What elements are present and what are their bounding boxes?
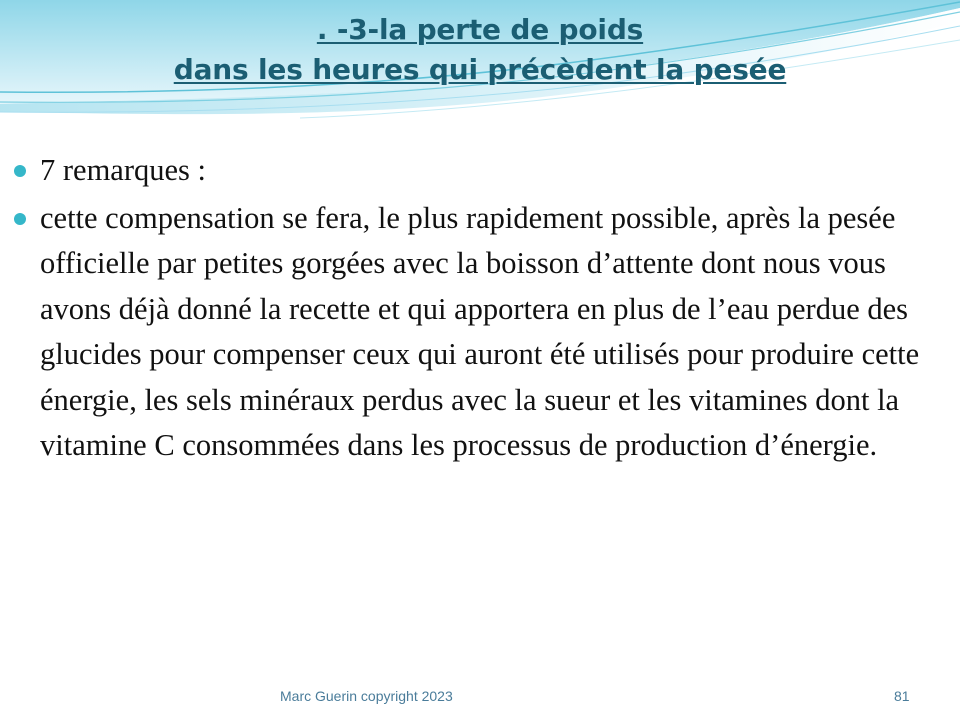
bullet-dot-icon (14, 213, 26, 225)
footer-copyright: Marc Guerin copyright 2023 (280, 688, 453, 704)
title-line-1: . -3-la perte de poids (316, 13, 644, 46)
bullet-list (14, 148, 944, 471)
bullet-dot-icon (14, 165, 26, 177)
bullet-item-remarks (14, 148, 944, 194)
bullet-text: cette compensation se fera, le plus rapidement possible, après la pesée officielle par petites gorgées avec la boisson d’attente dont nous vous avons déjà donné la recette et qui apportera en plus de l’eau perdue des glucides pour compenser ceux qui auront été utilisés pour produire cette énergie, les sels minéraux perdus avec la sueur et les vitamines dont la vitamine C consommées dans les processus de production d’énergie. (40, 200, 920, 462)
page-number: 81 (894, 688, 910, 704)
bullet-item-compensation (14, 196, 944, 469)
title-line-2: dans les heures qui précèdent la pesée (173, 53, 787, 86)
slide-title (40, 10, 920, 90)
bullet-text: 7 remarques : (40, 153, 206, 187)
